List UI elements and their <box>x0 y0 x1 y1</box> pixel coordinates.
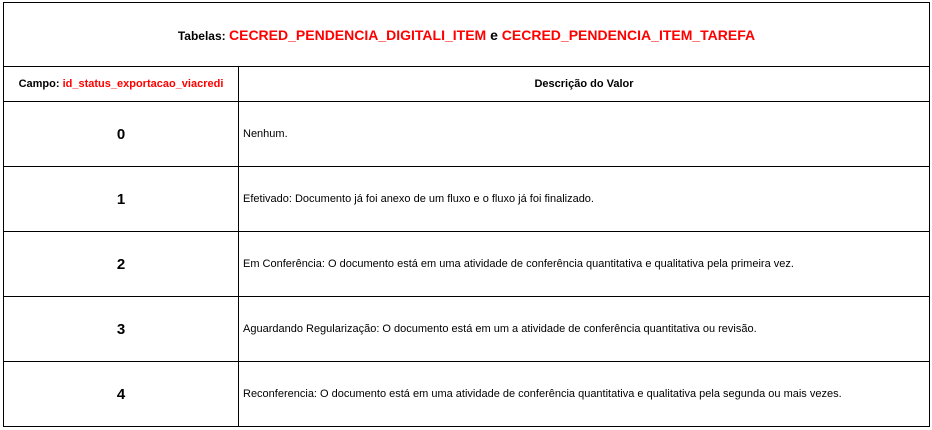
description-header-cell: Descrição do Valor <box>239 67 930 102</box>
title-connector: e <box>486 26 502 43</box>
status-code: 0 <box>4 102 239 167</box>
header-row <box>4 67 930 102</box>
campo-prefix: Campo: <box>18 78 63 90</box>
status-values-table <box>3 2 930 427</box>
status-description: Reconferencia: O documento está em uma atividade de conferência quantitativa e qualitativa pela segunda ou mais vezes. <box>239 362 930 427</box>
status-description: Em Conferência: O documento está em uma atividade de conferência quantitativa e qualitativa pela primeira vez. <box>239 232 930 297</box>
table-row <box>4 362 930 427</box>
status-description: Nenhum. <box>239 102 930 167</box>
table-name-2: CECRED_PENDENCIA_ITEM_TAREFA <box>501 26 756 43</box>
table-row <box>4 102 930 167</box>
table-row <box>4 297 930 362</box>
status-code: 1 <box>4 167 239 232</box>
campo-header-cell <box>4 67 239 102</box>
status-description: Aguardando Regularização: O documento está em um a atividade de conferência quantitativa ou revisão. <box>239 297 930 362</box>
campo-name: id_status_exportacao_viacredi <box>62 78 224 90</box>
table-row <box>4 167 930 232</box>
status-code: 2 <box>4 232 239 297</box>
table-row <box>4 232 930 297</box>
table-name-1: CECRED_PENDENCIA_DIGITALI_ITEM <box>229 26 487 43</box>
title-cell <box>4 3 930 67</box>
title-row <box>4 3 930 67</box>
status-code: 4 <box>4 362 239 427</box>
title-prefix: Tabelas: <box>177 28 229 43</box>
status-description: Efetivado: Documento já foi anexo de um fluxo e o fluxo já foi finalizado. <box>239 167 930 232</box>
status-code: 3 <box>4 297 239 362</box>
